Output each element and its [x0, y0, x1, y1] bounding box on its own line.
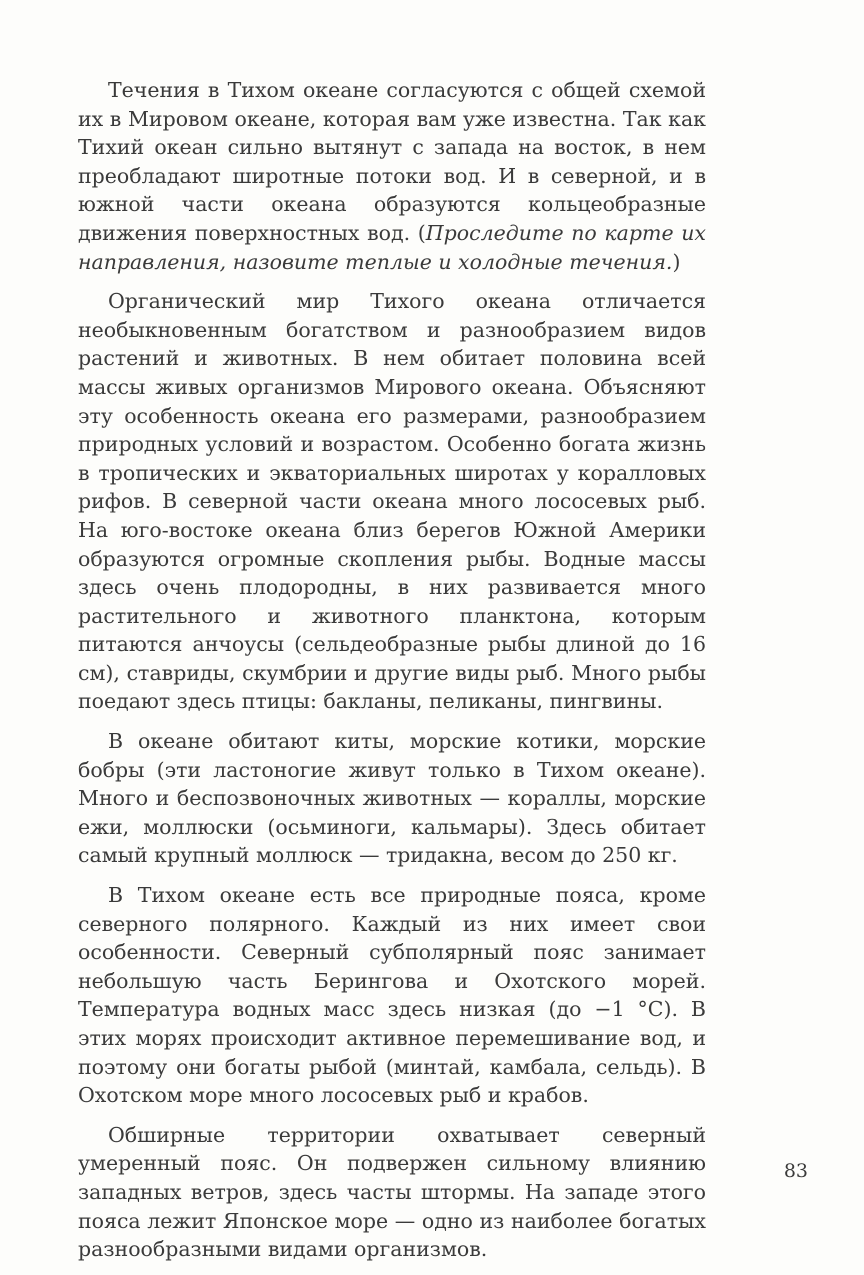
- page-body: [78, 76, 706, 1275]
- paragraph-natural-zones: [78, 881, 706, 1110]
- paragraph-temperate-zone: [78, 1121, 706, 1264]
- paragraph-text: Течения в Тихом океане согласуются с общей схемой их в Мировом океане, которая вам уже известна. Так как Тихий океан сильно вытянут с запада на восток, в нем преобладают широтные потоки вод. И в северной, и в южной части океана образуются кольцеобразные движения поверхностных вод. (: [78, 78, 706, 245]
- paragraph-animals: [78, 727, 706, 870]
- paragraph-text: В Тихом океане есть все природные пояса, кроме северного полярного. Каждый из них имеет свои особенности. Северный субполярный пояс занимает небольшую часть Берингова и Охотского морей. Температура водных масс здесь низкая (до −1 °С). В этих морях происходит активное перемешивание вод, и поэтому они богаты рыбой (минтай, камбала, сельдь). В Охотском море много лососевых рыб и крабов.: [78, 883, 706, 1108]
- paragraph-currents: [78, 76, 706, 276]
- paragraph-text: Обширные территории охватывает северный умеренный пояс. Он подвержен сильному влиянию западных ветров, здесь часты штормы. На западе этого пояса лежит Японское море — одно из наиболее богатых разнообразными видами организмов.: [78, 1122, 706, 1262]
- paragraph-text: В океане обитают киты, морские котики, морские бобры (эти ластоногие живут только в Тихом океане). Много и беспозвоночных животных — кораллы, морские ежи, моллюски (осьминоги, кальмары). Здесь обитает самый крупный моллюск — тридакна, весом до 250 кг.: [78, 729, 706, 868]
- paragraph-italic-task: Проследите по карте их направления, назовите теплые и холодные течения.: [78, 220, 706, 274]
- paragraph-text: Органический мир Тихого океана отличается необыкновенным богатством и разнообразием видов растений и животных. В нем обитает половина всей массы живых организмов Мирового океана. Объясняют эту особенность океана его размерами, разнообразием природных условий и возрастом. Особенно богата жизнь в тропических и экваториальных широтах у коралловых рифов. В северной части океана много лососевых рыб. На юго-востоке океана близ берегов Южной Америки образуются огромные скопления рыбы. Водные массы здесь очень плодородны, в них развивается много растительного и животного планктона, которым питаются анчоусы (сельдеобразные рыбы длиной до 16 см), ставриды, скумбрии и другие виды рыб. Много рыбы поедают здесь птицы: бакланы, пеликаны, пингвины.: [78, 289, 706, 714]
- paragraph-text-end: ): [672, 249, 681, 274]
- page-number: 83: [783, 1160, 808, 1182]
- paragraph-organic-world: [78, 287, 706, 716]
